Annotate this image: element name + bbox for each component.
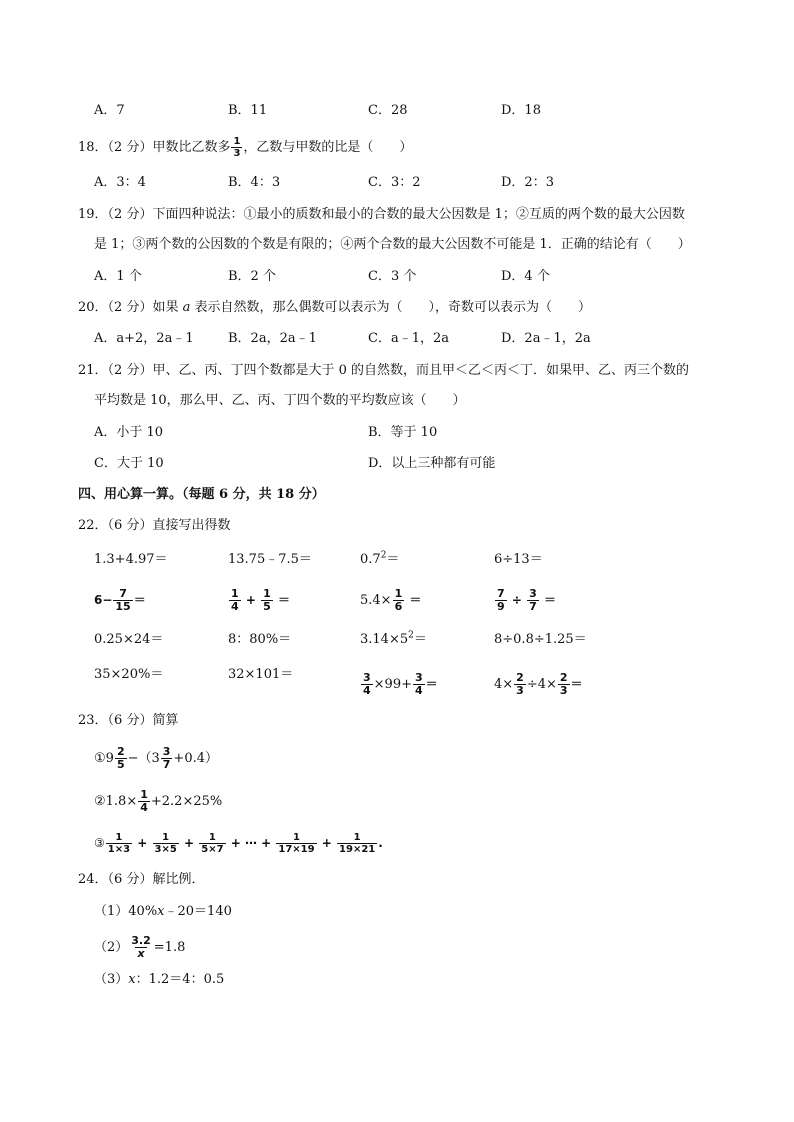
q19-option-c: C．3 个 [368,269,417,284]
question-20 [78,299,591,317]
denominator: 7 [162,758,171,771]
numerator: 3.2 [131,934,151,947]
base: 0.7 [360,552,381,567]
q22-item-10: 8：80%＝ [228,632,292,647]
q22-item-13: 35×20%＝ [94,667,164,682]
denominator: 19×21 [339,844,376,855]
q19-stem-line2: 是 1；③两个数的公因数的个数是有限的；④两个合数的最大公因数不可能是 1．正确的结论有（ ） [94,237,691,252]
fraction [413,672,425,697]
numerator: 1 [353,832,361,843]
q22-item-2: 13.75﹣7.5＝ [228,552,312,567]
fraction [527,588,539,613]
expr-start: ①9 [94,751,114,766]
denominator: 3 [233,148,241,159]
fraction [129,935,153,960]
expr-middle: −（3 [127,751,160,766]
numerator: 1 [231,587,239,600]
q20-option-a: A．a+2，2a﹣1 [94,331,194,346]
q21-stem-line2: 平均数是 10，那么甲、乙、丙、丁四个数的平均数应该（ ） [94,393,466,408]
numerator: 3 [363,671,371,684]
denominator: 3 [516,684,524,697]
expr-end: ﹣20＝140 [164,904,232,919]
q23-expression-3 [94,832,383,855]
q19-option-b: B．2 个 [228,269,276,284]
q18-fraction [231,136,242,159]
denominator: 4 [140,801,148,814]
q17-option-b: B．11 [228,103,268,118]
denominator: 17×19 [278,844,315,855]
q20-stem-start: 20．（2 分）如果 [78,300,183,315]
expr-middle: ×99+ [373,677,412,692]
operator: ÷ [511,593,522,607]
numerator: 2 [116,745,125,758]
expr-start: （3） [94,972,129,987]
numerator: 1 [263,587,271,600]
q24-title: 24．（6 分）解比例． [78,872,205,887]
numerator: 1 [394,587,403,600]
fraction [138,789,150,814]
q22-item-3 [360,551,399,569]
numerator: 1 [115,832,123,843]
q18-stem-end: ，乙数与甲数的比是（ ） [243,140,413,155]
expr-end: +2.2×25% [150,794,223,809]
q18-option-d: D．2：3 [501,175,554,190]
variable: x [157,904,165,919]
equals: ＝ [425,677,438,691]
q22-item-6 [228,588,290,613]
fraction [199,832,225,855]
expr-start: 5.4× [360,593,392,608]
q18-option-c: C．3：2 [368,175,421,190]
equals: ＝ [277,593,290,607]
numerator: 7 [119,587,127,600]
q20-option-c: C．a﹣1，2a [368,331,449,346]
q21-stem-line1: 21．（2 分）甲、乙、丙、丁四个数都是大于 0 的自然数，而且甲＜乙＜丙＜丁．如果甲、乙、丙三个数的 [78,363,689,378]
expr-start: （2） [94,940,129,955]
expr-end: +0.4） [173,751,218,766]
denominator: 1×3 [107,844,131,855]
equals: ＝ [133,593,146,607]
q21-option-b: B．等于 10 [368,425,438,440]
q22-item-5 [94,588,146,613]
q17-option-a: A．7 [94,103,125,118]
denominator: x [137,947,145,960]
q22-title: 22．（6 分）直接写出得数 [78,518,231,533]
q19-option-d: D．4 个 [501,269,550,284]
ellipsis: + ⋯ + [230,836,272,850]
q21-option-c: C．大于 10 [94,456,164,471]
q18-stem-start: 18．（2 分）甲数比乙数多 [78,140,231,155]
expr-start: 6− [94,593,113,607]
q22-item-9: 0.25×24＝ [94,632,164,647]
denominator: 9 [497,600,505,613]
numerator: 2 [516,671,524,684]
plus-sign: + [321,836,332,850]
q22-item-12: 8÷0.8÷1.25＝ [494,632,587,647]
numerator: 1 [140,788,148,801]
numerator: 7 [497,587,505,600]
exponent: 2 [408,630,414,641]
q24-item-2 [94,935,185,960]
equals: ＝ [386,552,400,567]
fraction [161,746,173,771]
q18-option-b: B．4：3 [228,175,281,190]
denominator: 4 [231,600,239,613]
q20-option-b: B．2a，2a﹣1 [228,331,317,346]
exponent: 2 [380,550,387,561]
denominator: 15 [115,600,131,613]
q21-option-a: A．小于 10 [94,425,164,440]
section-heading: 四、用心算一算。（每题 6 分，共 18 分） [78,487,325,502]
fraction [276,832,316,855]
denominator: 5 [263,600,271,613]
question-18 [78,136,412,159]
denominator: 5 [116,758,125,771]
q20-variable: a [182,300,191,315]
q17-option-c: C．28 [368,103,408,118]
denominator: 5×7 [201,844,224,855]
base: 3.14×5 [360,632,409,647]
numerator: 1 [233,136,241,147]
fraction [106,832,132,855]
expr-middle: ÷4× [526,677,557,692]
fraction [229,588,241,613]
equals: ＝ [543,593,556,607]
denominator: 3×5 [154,844,177,855]
fraction [361,672,373,697]
denominator: 6 [394,600,403,613]
numerator: 3 [529,587,537,600]
expr-start: 4× [494,677,514,692]
equals: ＝ [409,593,422,607]
q22-item-7 [360,588,421,613]
q21-option-d: D．以上三种都有可能 [368,456,496,471]
fraction [261,588,273,613]
equals: ＝ [570,677,583,691]
q24-item-1 [94,903,232,921]
q19-stem-line1: 19．（2 分）下面四种说法：①最小的质数和最小的合数的最大公因数是 1；②互质的两个数的最大公因数 [78,207,685,222]
fraction [337,832,377,855]
operator: + [245,593,256,607]
denominator: 4 [363,684,371,697]
q22-item-15 [360,672,438,697]
numerator: 1 [208,832,216,843]
q22-item-14: 32×101＝ [228,667,294,682]
q23-expression-2 [94,789,222,814]
numerator: 1 [162,832,170,843]
expr-start: （1）40% [94,904,158,919]
fraction [113,588,132,613]
q22-item-8 [494,588,556,613]
numerator: 3 [414,671,423,684]
numerator: 1 [293,832,300,843]
numerator: 3 [162,745,171,758]
denominator: 7 [529,600,537,613]
q17-option-d: D．18 [501,103,541,118]
q18-option-a: A．3：4 [94,175,146,190]
q22-item-4: 6÷13＝ [494,552,543,567]
numerator: 2 [559,671,568,684]
plus-sign: + [183,836,195,850]
expr-start: ③ [94,836,105,850]
expr-end: ：1.2＝4：0.5 [135,972,225,987]
q22-item-11 [360,631,427,649]
expr-start: ②1.8× [94,794,138,809]
plus-sign: + [137,836,148,850]
expr-end: =1.8 [153,940,186,955]
fraction [495,588,507,613]
equals: ＝ [413,632,427,647]
fraction [393,588,405,613]
fraction [558,672,570,697]
period: . [378,836,383,850]
fraction [153,832,179,855]
q23-title: 23．（6 分）简算 [78,713,179,728]
variable: x [128,972,136,987]
q20-stem-end: 表示自然数，那么偶数可以表示为（ ），奇数可以表示为（ ） [190,300,591,315]
denominator: 3 [559,684,568,697]
denominator: 4 [414,684,423,697]
q23-expression-1 [94,746,218,771]
fraction [514,672,526,697]
q24-item-3 [94,971,224,989]
q19-option-a: A．1 个 [94,269,142,284]
q22-item-16 [494,672,583,697]
q20-option-d: D．2a﹣1，2a [501,331,591,346]
q22-item-1: 1.3+4.97＝ [94,552,168,567]
fraction [115,746,127,771]
